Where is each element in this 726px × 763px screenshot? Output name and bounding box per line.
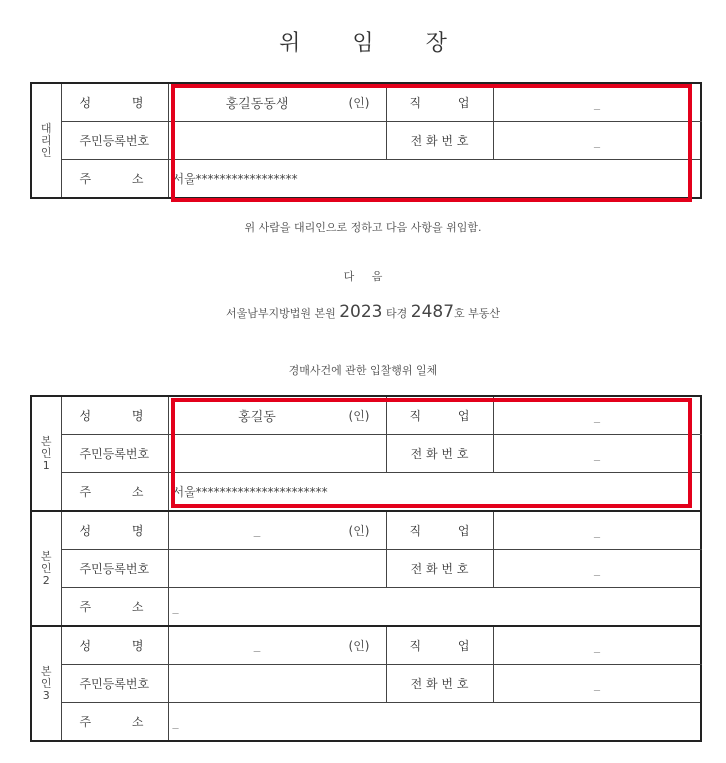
principal-name-label: 성 명: [61, 626, 168, 665]
principal-1-name-value: 홍길동: [238, 410, 276, 425]
case-scope: 경매사건에 관한 입찰행위 일체: [288, 364, 438, 377]
principal-3-name-field[interactable]: [168, 626, 386, 665]
agent-address-label: 주 소: [61, 160, 168, 199]
principal-phone-label: 전 화 번 호: [386, 435, 493, 473]
principal-address-label: 주 소: [61, 473, 168, 512]
principal-1-phone-field[interactable]: _: [493, 435, 701, 473]
following-label: 다 음: [343, 270, 383, 283]
principal-3-side-label: 본 인 3: [31, 626, 61, 741]
document-title: [0, 26, 726, 57]
principal-job-label: 직 업: [386, 626, 493, 665]
principal-2-name-field[interactable]: [168, 511, 386, 550]
principal-3-job-field[interactable]: _: [493, 626, 701, 665]
principal-3-phone-field[interactable]: _: [493, 665, 701, 703]
case-suffix: 호 부동산: [454, 307, 501, 320]
highlight-box-agent: [171, 84, 692, 202]
principal-1-address-field[interactable]: 서울**********************: [168, 473, 701, 512]
principal-phone-label: 전 화 번 호: [386, 665, 493, 703]
principal-1-side-label: 본 인 1: [31, 396, 61, 511]
principal-3-name-value: _: [253, 638, 261, 653]
agent-phone-label: 전 화 번 호: [386, 122, 493, 160]
case-number: 2487: [410, 302, 455, 322]
seal-mark: (인): [348, 524, 370, 538]
agent-id-label: 주민등록번호: [61, 122, 168, 160]
case-year: 2023: [339, 302, 383, 322]
agent-phone-field[interactable]: _: [493, 122, 701, 160]
principal-address-label: 주 소: [61, 703, 168, 742]
title-char: 장: [425, 31, 447, 56]
case-court: 서울남부지방법원 본원: [225, 307, 336, 320]
delegation-text: 위 사람을 대리인으로 정하고 다음 사항을 위임함.: [244, 221, 482, 234]
principal-2-id-field[interactable]: [168, 550, 386, 588]
agent-side-label: 대 리 인: [31, 83, 61, 198]
agent-job-field[interactable]: _: [493, 83, 701, 122]
principal-2-name-value: _: [253, 523, 261, 538]
principal-3-id-field[interactable]: [168, 665, 386, 703]
agent-name-label: 성 명: [61, 83, 168, 122]
principal-3-address-field[interactable]: _: [168, 703, 701, 742]
principal-2-side-label: 본 인 2: [31, 511, 61, 626]
principal-id-label: 주민등록번호: [61, 665, 168, 703]
principal-job-label: 직 업: [386, 396, 493, 435]
principal-name-label: 성 명: [61, 396, 168, 435]
principal-id-label: 주민등록번호: [61, 550, 168, 588]
principal-2-phone-field[interactable]: _: [493, 550, 701, 588]
case-type: 타경: [385, 307, 408, 320]
agent-seal-mark: (인): [348, 96, 370, 110]
principal-name-label: 성 명: [61, 511, 168, 550]
principal-phone-label: 전 화 번 호: [386, 550, 493, 588]
agent-address-field[interactable]: 서울*****************: [168, 160, 701, 199]
principal-2-job-field[interactable]: _: [493, 511, 701, 550]
seal-mark: (인): [348, 409, 370, 423]
principal-job-label: 직 업: [386, 511, 493, 550]
principal-2-address-field[interactable]: _: [168, 588, 701, 627]
agent-job-label: 직 업: [386, 83, 493, 122]
title-char: 임: [352, 31, 374, 56]
case-line: [0, 302, 726, 322]
seal-mark: (인): [348, 639, 370, 653]
title-char: 위: [279, 31, 301, 56]
agent-name-value: 홍길동동생: [225, 97, 289, 112]
principal-1-job-field[interactable]: _: [493, 396, 701, 435]
principal-address-label: 주 소: [61, 588, 168, 627]
principal-id-label: 주민등록번호: [61, 435, 168, 473]
highlight-box-principal-1: [171, 398, 692, 508]
